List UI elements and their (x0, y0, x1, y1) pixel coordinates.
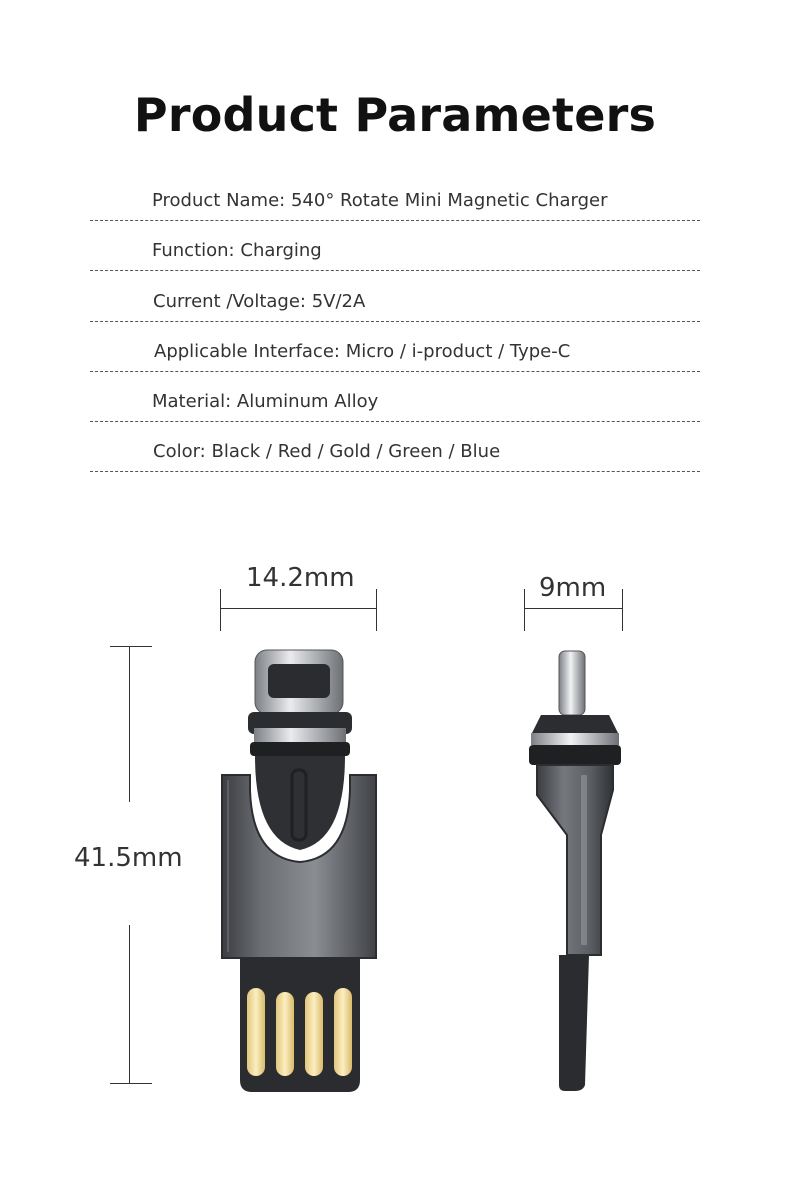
charger-front-view (200, 640, 400, 1100)
side-plug (559, 651, 585, 715)
param-label: Material: (152, 391, 237, 412)
param-label: Function: (152, 240, 235, 261)
height-dimension-line-lower (129, 925, 130, 1083)
height-dimension-tick-top (110, 646, 152, 647)
side-magnetic-head (529, 715, 621, 765)
param-current-voltage (153, 291, 365, 312)
param-label: Current /Voltage: (153, 291, 306, 312)
thickness-dimension-tick-left (524, 589, 525, 631)
param-row-color (90, 421, 700, 472)
param-row-current-voltage (90, 271, 700, 322)
usb-plug (240, 958, 360, 1092)
param-value: 5V/2A (311, 291, 366, 312)
thickness-dimension-line (524, 608, 623, 609)
param-function (152, 240, 322, 261)
thickness-dimension-label: 9mm (539, 573, 607, 603)
param-color (153, 441, 500, 462)
param-label: Product Name: (152, 190, 286, 211)
height-dimension-line-upper (129, 646, 130, 802)
side-body (537, 765, 613, 955)
usb-pin (334, 988, 352, 1076)
usb-pin (305, 992, 323, 1076)
param-value: 540° Rotate Mini Magnetic Charger (290, 190, 608, 211)
param-value: Charging (240, 240, 322, 261)
param-row-material (90, 371, 700, 422)
param-label: Color: (153, 441, 206, 462)
type-c-plug (255, 650, 343, 714)
param-value: Aluminum Alloy (236, 391, 379, 412)
usb-pin (247, 988, 265, 1076)
param-interface (154, 341, 570, 362)
param-label: Applicable Interface: (154, 341, 340, 362)
width-dimension-label: 14.2mm (246, 563, 355, 593)
param-row-function (90, 220, 700, 271)
magnetic-head (248, 712, 352, 850)
param-row-interface (90, 321, 700, 372)
thickness-dimension-tick-right (622, 589, 623, 631)
param-product-name (152, 190, 608, 211)
width-dimension-tick-left (220, 589, 221, 631)
side-usb-plug (559, 955, 589, 1091)
width-dimension-tick-right (376, 589, 377, 631)
param-value: Black / Red / Gold / Green / Blue (211, 441, 501, 462)
width-dimension-line (220, 608, 377, 609)
charger-side-view (515, 645, 635, 1095)
param-material (152, 391, 378, 412)
param-row-product-name (90, 170, 700, 221)
height-dimension-label: 41.5mm (74, 843, 183, 873)
page-title: Product Parameters (133, 88, 657, 142)
param-value: Micro / i-product / Type-C (345, 341, 571, 362)
height-dimension-tick-bottom (110, 1083, 152, 1084)
usb-pin (276, 992, 294, 1076)
